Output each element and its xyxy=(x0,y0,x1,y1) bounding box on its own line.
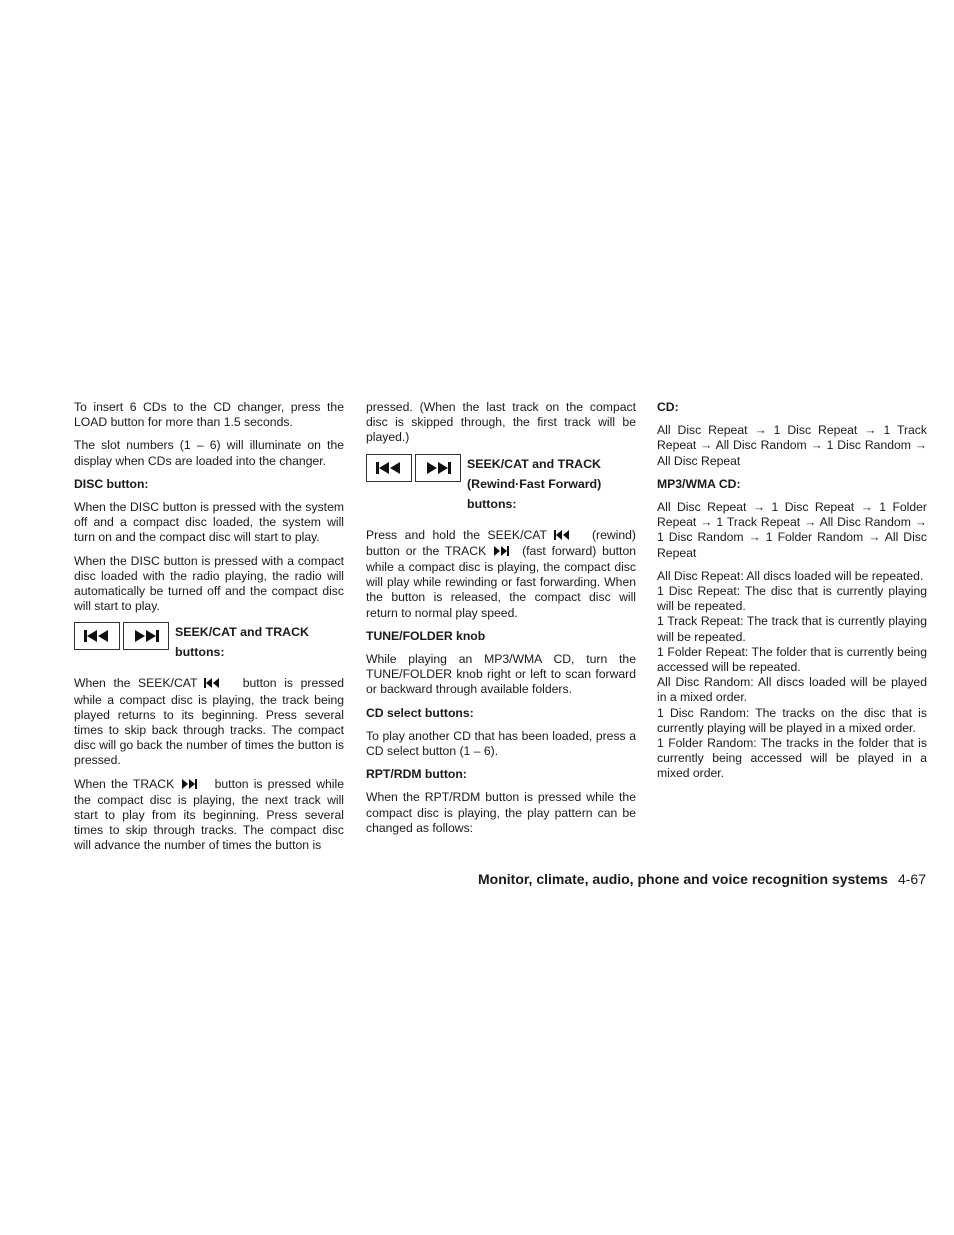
column-1 xyxy=(74,400,344,862)
skip-forward-icon xyxy=(132,629,160,643)
seek-label-line: buttons: xyxy=(467,496,517,511)
paragraph: pressed. (When the last track on the compact disc is skipped through, the first track will be played.) xyxy=(366,400,636,445)
seek-track-label xyxy=(175,622,309,662)
paragraph: The slot numbers (1 – 6) will illuminate on the display when CDs are loaded into the changer. xyxy=(74,438,344,468)
definition: 1 Track Repeat: The track that is currently playing will be repeated. xyxy=(657,614,927,644)
skip-forward-icon xyxy=(180,778,198,793)
text: When the SEEK/CAT xyxy=(74,676,198,691)
paragraph: To play another CD that has been loaded, press a CD select button (1 – 6). xyxy=(366,728,636,759)
paragraph: All Disc Repeat → 1 Disc Repeat → 1 Track Repeat → All Disc Random → 1 Disc Random → All Disc Repeat xyxy=(657,423,927,468)
seek-label-line: (Rewind·Fast Forward) xyxy=(467,476,602,491)
skip-forward-button-illustration xyxy=(123,622,169,650)
cd-heading: CD: xyxy=(657,400,679,414)
seek-track-label xyxy=(467,454,601,514)
disc-button-heading: DISC button: xyxy=(74,476,149,491)
definition: All Disc Random: All discs loaded will be played in a mixed order. xyxy=(657,675,927,705)
definition: 1 Disc Repeat: The disc that is currently playing will be repeated. xyxy=(657,584,927,614)
paragraph: To insert 6 CDs to the CD changer, press the LOAD button for more than 1.5 seconds. xyxy=(74,400,344,430)
definition: All Disc Repeat: All discs loaded will be repeated. xyxy=(657,568,924,583)
page-number: 4-67 xyxy=(897,871,926,887)
seek-track-button-illustration xyxy=(366,454,636,514)
skip-forward-icon xyxy=(424,461,452,475)
paragraph: All Disc Repeat → 1 Disc Repeat → 1 Folder Repeat → 1 Track Repeat → All Disc Random → 1 Disc Random → 1 Folder Random → All Disc Repeat xyxy=(657,500,927,560)
seek-label-line: SEEK/CAT and TRACK xyxy=(175,625,310,640)
seek-track-button-illustration xyxy=(74,622,344,662)
seek-label-line: SEEK/CAT and TRACK xyxy=(467,456,602,471)
seek-label-line: buttons: xyxy=(175,645,225,660)
definition: 1 Folder Random: The tracks in the folder that is currently being accessed will be played in a mixed order. xyxy=(657,736,927,781)
paragraph xyxy=(74,777,344,854)
rpt-rdm-heading: RPT/RDM button: xyxy=(366,767,467,782)
skip-back-icon xyxy=(203,677,221,692)
definition: 1 Folder Repeat: The folder that is currently being accessed will be repeated. xyxy=(657,644,927,675)
tune-folder-heading: TUNE/FOLDER knob xyxy=(366,628,486,643)
paragraph: While playing an MP3/WMA CD, turn the TUNE/FOLDER knob right or left to scan forward or backward through available folders. xyxy=(366,652,636,697)
paragraph: When the RPT/RDM button is pressed while the compact disc is playing, the play pattern can be changed as follows: xyxy=(366,790,636,835)
text: button is pressed while a compact disc is playing, the track being played returns to its beginning. Press several times to skip back through tracks. The compact disc will go back the number of times the button is pressed. xyxy=(74,676,344,768)
paragraph xyxy=(366,528,636,621)
page-footer xyxy=(478,871,926,887)
paragraph: When the DISC button is pressed with the system off and a compact disc loaded, the system will turn on and the compact disc will start to play. xyxy=(74,500,344,545)
skip-forward-button-illustration xyxy=(415,454,461,482)
skip-back-icon xyxy=(553,529,571,544)
skip-back-button-illustration xyxy=(74,622,120,650)
column-3 xyxy=(657,400,927,782)
definition: 1 Disc Random: The tracks on the disc that is currently playing will be played in a mixed order. xyxy=(657,705,927,735)
text: When the TRACK xyxy=(74,776,175,791)
skip-back-icon xyxy=(83,629,111,643)
paragraph xyxy=(74,676,344,768)
text: Press and hold the SEEK/CAT xyxy=(366,527,547,542)
skip-back-button-illustration xyxy=(366,454,412,482)
text: (fast forward) button while a compact disc is playing, the compact disc will play while rewinding or fast forwarding. When the button is released, the compact disc will return to normal play speed. xyxy=(366,543,636,620)
section-title: Monitor, climate, audio, phone and voice recognition systems xyxy=(478,871,888,887)
skip-forward-icon xyxy=(492,545,510,560)
paragraph: When the DISC button is pressed with a compact disc loaded with the radio playing, the radio will automatically be turned off and the compact disc will start to play. xyxy=(74,553,344,614)
text: (rewind) button or the TRACK xyxy=(366,527,636,558)
cd-select-heading: CD select buttons: xyxy=(366,705,474,720)
mp3-wma-heading: MP3/WMA CD: xyxy=(657,476,741,491)
text: button is pressed while the compact disc is playing, the next track will start to play from its beginning. Press several times to skip through tracks. The compact disc will advance the number of times the button is xyxy=(74,776,344,853)
skip-back-icon xyxy=(375,461,403,475)
column-2 xyxy=(366,400,636,844)
